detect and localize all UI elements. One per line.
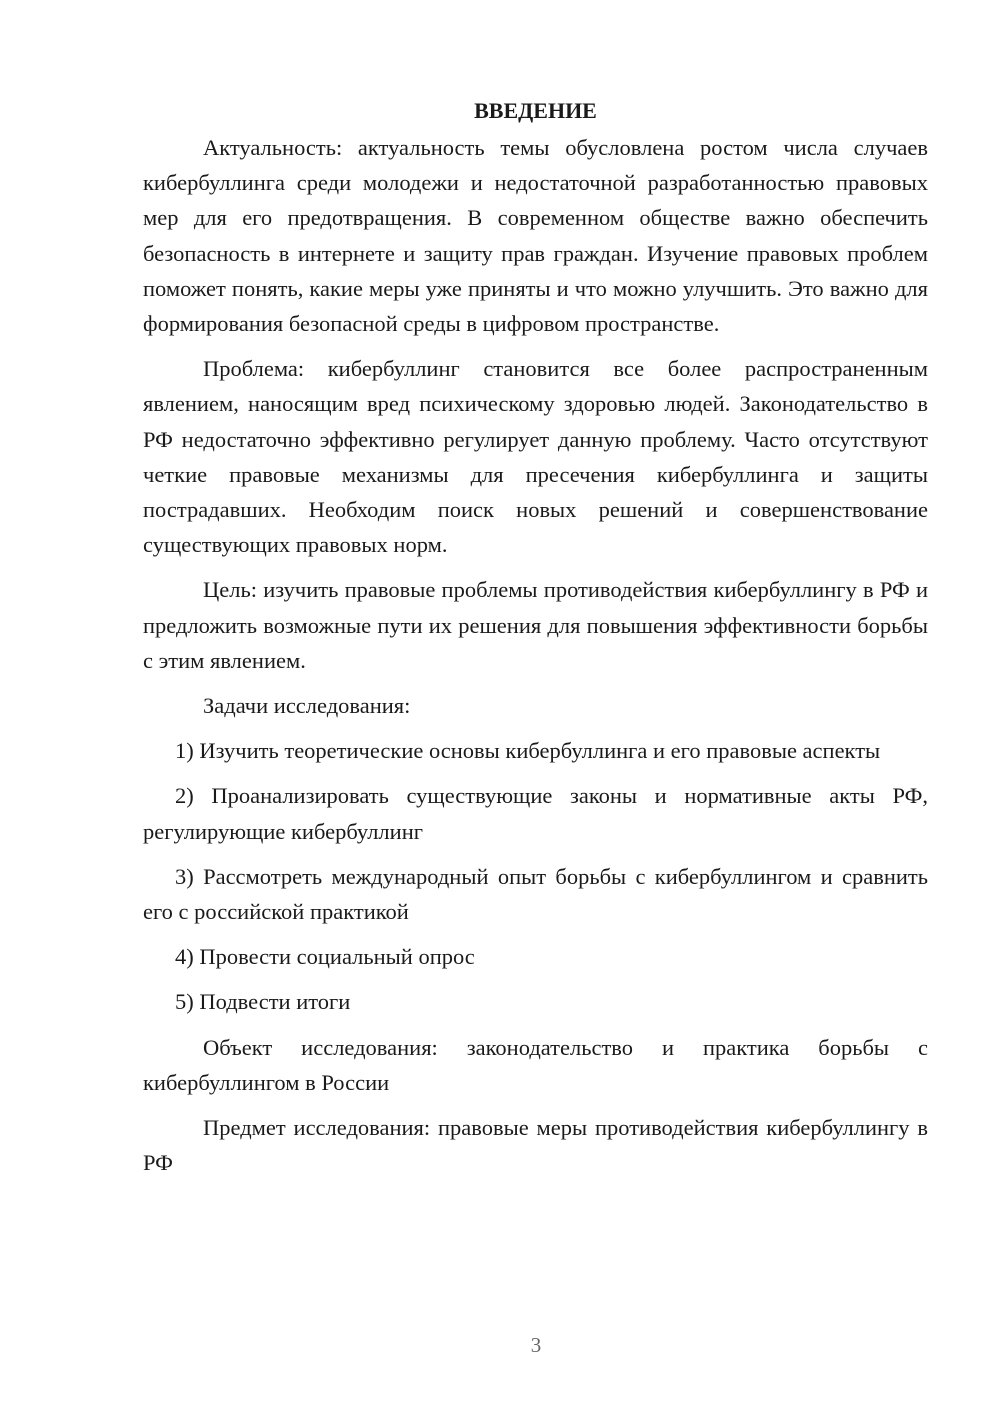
page-content: [143, 96, 928, 1180]
goal-paragraph: Цель: изучить правовые проблемы противодействия кибербуллингу в РФ и предложить возможные пути их решения для повышения эффективности борьбы с этим явлением.: [143, 577, 928, 673]
tasks-title: Задачи исследования:: [203, 693, 411, 719]
page-number: 3: [530, 1333, 542, 1357]
object-paragraph: Объект исследования: законодательство и практика борьбы с кибербуллингом в России: [143, 1034, 928, 1095]
subject-paragraph: Предмет исследования: правовые меры противодействия кибербуллингу в РФ: [143, 1115, 928, 1176]
task-item-4: 4) Провести социальный опрос: [175, 944, 475, 970]
task-item-5: 5) Подвести итоги: [175, 989, 351, 1015]
problem-paragraph: Проблема: кибербуллинг становится все более распространенным явлением, наносящим вред психическому здоровью людей. Законодательство в РФ недостаточно эффективно регулирует данную проблему. Часто отсутствуют четкие правовые механизмы для пресечения кибербуллинга и защиты пострадавших. Необходим поиск новых решений и совершенствование существующих правовых норм.: [143, 356, 928, 558]
task-item-1: 1) Изучить теоретические основы кибербуллинга и его правовые аспекты: [175, 738, 881, 764]
section-heading: ВВЕДЕНИЕ: [474, 98, 597, 123]
task-item-3: 3) Рассмотреть международный опыт борьбы с кибербуллингом и сравнить его с российской практикой: [143, 863, 928, 925]
task-item-2: 2) Проанализировать существующие законы и нормативные акты РФ, регулирующие кибербуллинг: [143, 783, 928, 844]
relevance-paragraph: Актуальность: актуальность темы обусловлена ростом числа случаев кибербуллинга среди молодежи и недостаточной разработанностью правовых мер для его предотвращения. В современном обществе важно обеспечить безопасность в интернете и защиту прав граждан. Изучение правовых проблем поможет понять, какие меры уже приняты и что можно улучшить. Это важно для формирования безопасной среды в цифровом пространстве.: [143, 135, 928, 337]
